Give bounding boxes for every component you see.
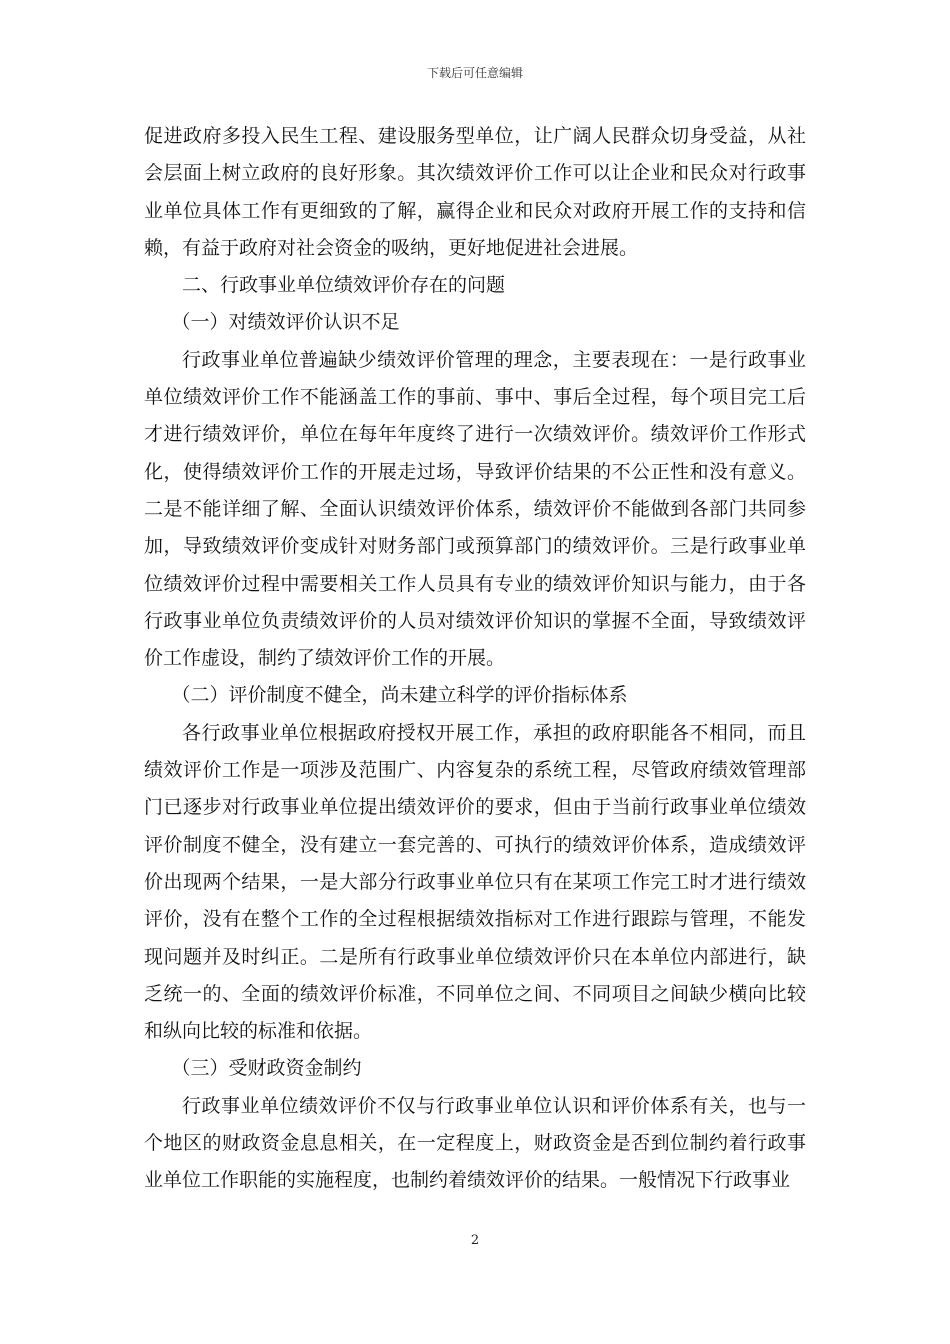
section-heading: 二、行政事业单位绩效评价存在的问题 bbox=[182, 274, 506, 297]
paragraph: 行政事业单位普遍缺少绩效评价管理的理念，主要表现在：一是行政事业单位绩效评价工作不能涵盖工作的事前、事中、事后全过程，每个项目完工后才进行绩效评价，单位在每年年度终了进行一次绩效评价。绩效评价工作形式化，使得绩效评价工作的开展走过场，导致评价结果的不公正性和没有意义。二是不能详细了解、全面认识绩效评价体系，绩效评价不能做到各部门共同参加，导致绩效评价变成针对财务部门或预算部门的绩效评价。三是行政事业单位绩效评价过程中需要相关工作人员具有专业的绩效评价知识与能力，由于各行政事业单位负责绩效评价的人员对绩效评价知识的掌握不全面，导致绩效评价工作虚设，制约了绩效评价工作的开展。 bbox=[144, 348, 806, 670]
page-header: 下载后可任意编辑 bbox=[426, 66, 523, 80]
paragraph-continued: 促进政府多投入民生工程、建设服务型单位，让广阔人民群众切身受益，从社会层面上树立政府的良好形象。其次绩效评价工作可以让企业和民众对行政事业单位具体工作有更细致的了解，赢得企业和民众对政府开展工作的支持和信赖，有益于政府对社会资金的吸纳，更好地促进社会进展。 bbox=[144, 125, 806, 259]
paragraph: 各行政事业单位根据政府授权开展工作，承担的政府职能各不相同，而且绩效评价工作是一项涉及范围广、内容复杂的系统工程，尽管政府绩效管理部门已逐步对行政事业单位提出绩效评价的要求，但由于当前行政事业单位绩效评价制度不健全，没有建立一套完善的、可执行的绩效评价体系，造成绩效评价出现两个结果，一是大部分行政事业单位只有在某项工作完工时才进行绩效评价，没有在整个工作的全过程根据绩效指标对工作进行跟踪与管理，不能发现问题并及时纠正。二是所有行政事业单位绩效评价只在本单位内部进行，缺乏统一的、全面的绩效评价标准，不同单位之间、不同项目之间缺少横向比较和纵向比较的标准和依据。 bbox=[144, 721, 806, 1043]
subsection-heading-2: （二）评价制度不健全，尚未建立科学的评价指标体系 bbox=[171, 684, 628, 707]
subsection-heading-1: （一）对绩效评价认识不足 bbox=[171, 311, 400, 334]
page-number: 2 bbox=[470, 1233, 480, 1248]
document-body bbox=[144, 118, 806, 1200]
paragraph: 行政事业单位绩效评价不仅与行政事业单位认识和评价体系有关，也与一个地区的财政资金息息相关，在一定程度上，财政资金是否到位制约着行政事业单位工作职能的实施程度，也制约着绩效评价的结果。一般情况下行政事业 bbox=[144, 1094, 806, 1192]
subsection-heading-3: （三）受财政资金制约 bbox=[171, 1057, 362, 1080]
